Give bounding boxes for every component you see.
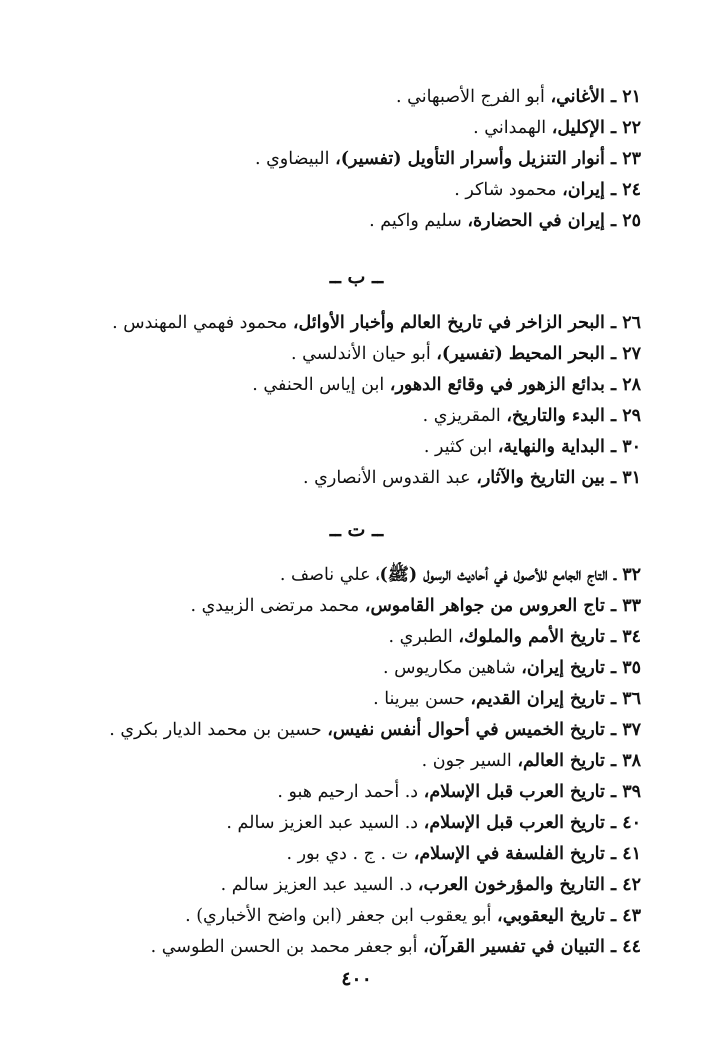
entry-title: ٤٢ ـ التاريخ والمؤرخون العرب،: [417, 875, 641, 895]
entry-author: د. السيد عبد العزيز سالم .: [220, 875, 418, 895]
bibliography-entry-34: [70, 624, 641, 650]
section-header-ta: ــ ت ــ: [329, 519, 384, 541]
entry-author: د. أحمد ارحيم هبو .: [277, 782, 424, 802]
entry-title: ٢٢ ـ الإكليل،: [551, 118, 641, 138]
bibliography-entry-25: [70, 208, 641, 234]
entry-author: ت . ج . دي بور .: [286, 844, 414, 864]
entry-author: المقريزي .: [422, 406, 507, 426]
entry-author: أبو يعقوب ابن جعفر (ابن واضح الأخباري) .: [185, 906, 498, 926]
bibliography-entry-43: [70, 903, 641, 929]
bibliography-entry-27: [70, 341, 641, 367]
bibliography-entry-44: [70, 934, 641, 960]
entry-title: ٣٢ ـ التاج الجامع للأصول في أحاديث الرسول (ﷺ)،: [376, 565, 641, 585]
bibliography-entry-30: [70, 434, 641, 460]
bibliography-entry-26: [70, 310, 641, 336]
bibliography-entry-33: [70, 593, 641, 619]
entry-title: ٢٥ ـ إيران في الحضارة،: [467, 211, 641, 231]
entry-title: ٢٣ ـ أنوار التنزيل وأسرار التأويل (تفسير)،: [335, 149, 641, 169]
entry-title: ٣٩ ـ تاريخ العرب قبل الإسلام،: [423, 782, 641, 802]
entry-title: ٤٠ ـ تاريخ العرب قبل الإسلام،: [423, 813, 641, 833]
entry-title: ٣٨ ـ تاريخ العالم،: [517, 751, 641, 771]
entry-title: ٣٦ ـ تاريخ إيران القديم،: [470, 689, 641, 709]
entry-title: ٣٣ ـ تاج العروس من جواهر القاموس،: [364, 596, 641, 616]
entry-author: سليم واكيم .: [369, 211, 468, 231]
bibliography-entry-32: [70, 562, 641, 588]
entry-author: البيضاوي .: [254, 149, 336, 169]
entry-title: ٣١ ـ بين التاريخ والآثار،: [476, 468, 641, 488]
bibliography-entry-42: [70, 872, 641, 898]
entry-author: محمد مرتضى الزبيدي .: [190, 596, 365, 616]
entry-title: ٣٧ ـ تاريخ الخميس في أحوال أنفس نفيس،: [327, 720, 641, 740]
entry-author: أبو جعفر محمد بن الحسن الطوسي .: [150, 937, 424, 957]
entry-author: أبو الفرج الأصبهاني .: [396, 87, 551, 107]
bibliography-entry-28: [70, 372, 641, 398]
bibliography-entry-37: [50, 717, 641, 743]
entry-author: حسين بن محمد الديار بكري .: [109, 720, 328, 740]
entry-title: ٢٦ ـ البحر الزاخر في تاريخ العالم وأخبار الأوائل،: [292, 313, 641, 333]
entry-title: ٢٧ ـ البحر المحيط (تفسير)،: [436, 344, 641, 364]
bibliography-entry-31: [70, 465, 641, 491]
entry-author: محمود فهمي المهندس .: [112, 313, 293, 333]
entry-author: ابن إياس الحنفي .: [252, 375, 390, 395]
entry-title: ٤٤ ـ التبيان في تفسير القرآن،: [423, 937, 641, 957]
entry-author: الهمداني .: [473, 118, 552, 138]
bibliography-entry-21: [70, 84, 641, 110]
entry-title: ٣٠ ـ البداية والنهاية،: [497, 437, 641, 457]
bibliography-entry-35: [70, 655, 641, 681]
entry-author: محمود شاكر .: [454, 180, 563, 200]
entry-author: ابن كثير .: [423, 437, 498, 457]
entry-author: عبد القدوس الأنصاري .: [303, 468, 477, 488]
bibliography-entry-29: [70, 403, 641, 429]
bibliography-entry-40: [70, 810, 641, 836]
entry-author: حسن بيرينا .: [373, 689, 471, 709]
entry-author: السير جون .: [421, 751, 518, 771]
entry-author: الطبري .: [388, 627, 459, 647]
entry-title: ٢١ ـ الأغاني،: [550, 87, 641, 107]
bibliography-entry-39: [70, 779, 641, 805]
entry-author: علي ناصف .: [279, 565, 377, 585]
section-header-ba: ــ ب ــ: [329, 266, 384, 288]
entry-title: ٢٩ ـ البدء والتاريخ،: [506, 406, 641, 426]
entry-title: ٤١ ـ تاريخ الفلسفة في الإسلام،: [413, 844, 641, 864]
bibliography-entry-22: [70, 115, 641, 141]
entry-author: د. السيد عبد العزيز سالم .: [226, 813, 424, 833]
page-number: ٤٠٠: [341, 968, 372, 990]
entry-title: ٤٣ ـ تاريخ اليعقوبي،: [497, 906, 641, 926]
entry-title: ٣٥ ـ تاريخ إيران،: [521, 658, 641, 678]
bibliography-entry-36: [70, 686, 641, 712]
entry-author: شاهين مكاريوس .: [383, 658, 522, 678]
entry-title: ٢٨ ـ بدائع الزهور في وقائع الدهور،: [389, 375, 641, 395]
bibliography-entry-24: [70, 177, 641, 203]
entry-title: ٢٤ ـ إيران،: [562, 180, 641, 200]
bibliography-entry-23: [70, 146, 641, 172]
bibliography-entry-38: [70, 748, 641, 774]
bibliography-entry-41: [70, 841, 641, 867]
entry-author: أبو حيان الأندلسي .: [290, 344, 437, 364]
entry-title: ٣٤ ـ تاريخ الأمم والملوك،: [458, 627, 641, 647]
